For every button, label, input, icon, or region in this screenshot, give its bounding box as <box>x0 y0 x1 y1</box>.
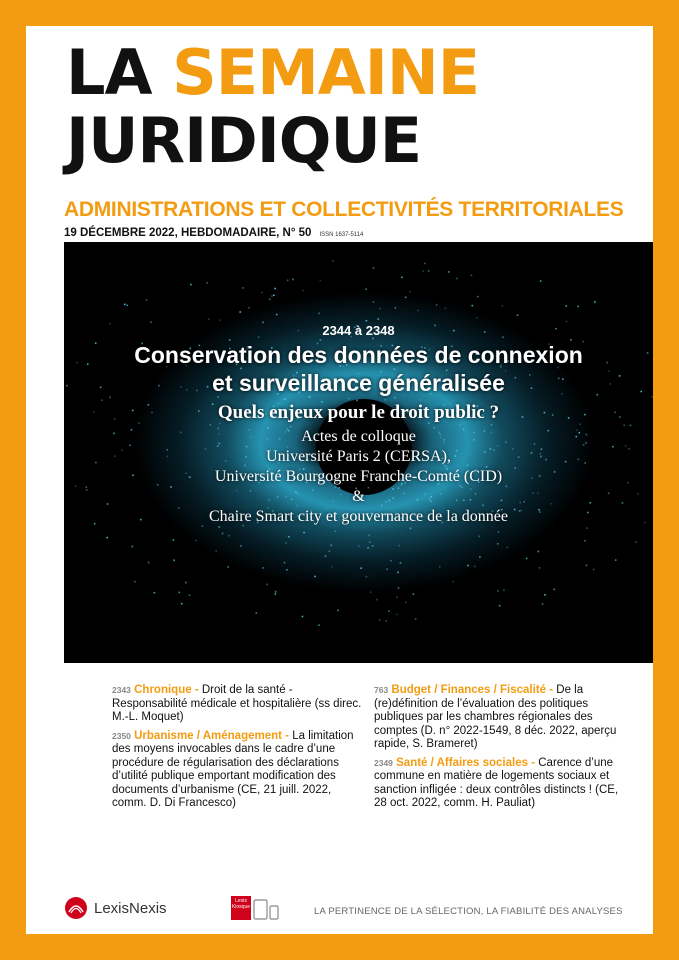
toc-left-column <box>112 684 367 816</box>
masthead-subtitle: ADMINISTRATIONS ET COLLECTIVITÉS TERRITORIALES <box>64 198 624 221</box>
lexisnexis-logo[interactable] <box>64 896 167 920</box>
lexisnexis-icon <box>64 896 88 920</box>
toc-item[interactable] <box>112 684 367 725</box>
toc-item[interactable] <box>374 684 626 752</box>
toc-text: La limitation des moyens invocables dans le cadre d’une procédure de régularisation des déclarations d’utilité publique emportant modification des documents d’urbanisme (CE, 21 juill. 2022, comm. D. Di Francesco) <box>112 729 354 809</box>
masthead-title-line1 <box>66 36 480 109</box>
devices-icon <box>253 898 279 920</box>
article-range: 2344 à 2348 <box>322 323 395 338</box>
toc-category: Santé / Affaires sociales - <box>396 756 536 769</box>
lexis-kiosque-logo[interactable] <box>231 896 279 920</box>
footer-tagline: LA PERTINENCE DE LA SÉLECTION, LA FIABILITÉ DES ANALYSES <box>314 906 623 917</box>
toc-right-column <box>374 684 626 816</box>
title-accent: SEMAINE <box>172 36 480 109</box>
toc-category: Urbanisme / Aménagement - <box>134 729 289 742</box>
toc-number: 763 <box>374 685 389 695</box>
cover-headline <box>64 341 653 397</box>
cover-image <box>64 242 653 663</box>
issn: ISSN 1637-5114 <box>319 232 364 238</box>
toc-category: Chronique - <box>134 684 199 696</box>
toc-item[interactable] <box>374 757 626 811</box>
kiosque-icon: Lexis Kiosque <box>231 896 251 920</box>
brand-name: LexisNexis <box>94 899 167 917</box>
colloque-line: Chaire Smart city et gouvernance de la donnée <box>209 508 508 525</box>
headline-line2: et surveillance généralisée <box>212 370 505 396</box>
toc-number: 2350 <box>112 730 131 741</box>
toc-number: 2343 <box>112 685 131 695</box>
cover-page <box>26 26 653 934</box>
colloque-line: & <box>352 488 365 505</box>
toc-text: De la (re)définition de l’évaluation des politiques publiques par les chambres régionales des comptes (D. n° 2022-1549, 8 déc. 2022, aperçu rapide, S. Brameret) <box>374 684 617 750</box>
issue-line <box>64 227 363 239</box>
masthead-title-line2: JURIDIQUE <box>66 104 422 177</box>
colloque-line: Université Bourgogne Franche-Comté (CID) <box>214 468 503 485</box>
colloque-block <box>64 427 653 527</box>
cover-question: Quels enjeux pour le droit public ? <box>217 402 500 423</box>
title-prefix: LA <box>66 36 152 109</box>
toc-text: Carence d’une commune en matière de logements sociaux et sanction infligée : deux contrôles distincts ! (CE, 28 oct. 2022, comm. H. Pauliat) <box>374 756 619 809</box>
toc-text: Droit de la santé - Responsabilité médicale et hospitalière (ss direc. M.-L. Moquet) <box>112 684 362 723</box>
toc-category: Budget / Finances / Fiscalité - <box>391 684 554 696</box>
colloque-line: Actes de colloque <box>301 428 416 445</box>
colloque-line: Université Paris 2 (CERSA), <box>266 448 451 465</box>
headline-line1: Conservation des données de connexion <box>134 342 583 368</box>
toc-item[interactable] <box>112 730 367 811</box>
toc-number: 2349 <box>374 757 393 768</box>
issue-date: 19 DÉCEMBRE 2022, HEBDOMADAIRE, N° 50 <box>64 227 312 239</box>
